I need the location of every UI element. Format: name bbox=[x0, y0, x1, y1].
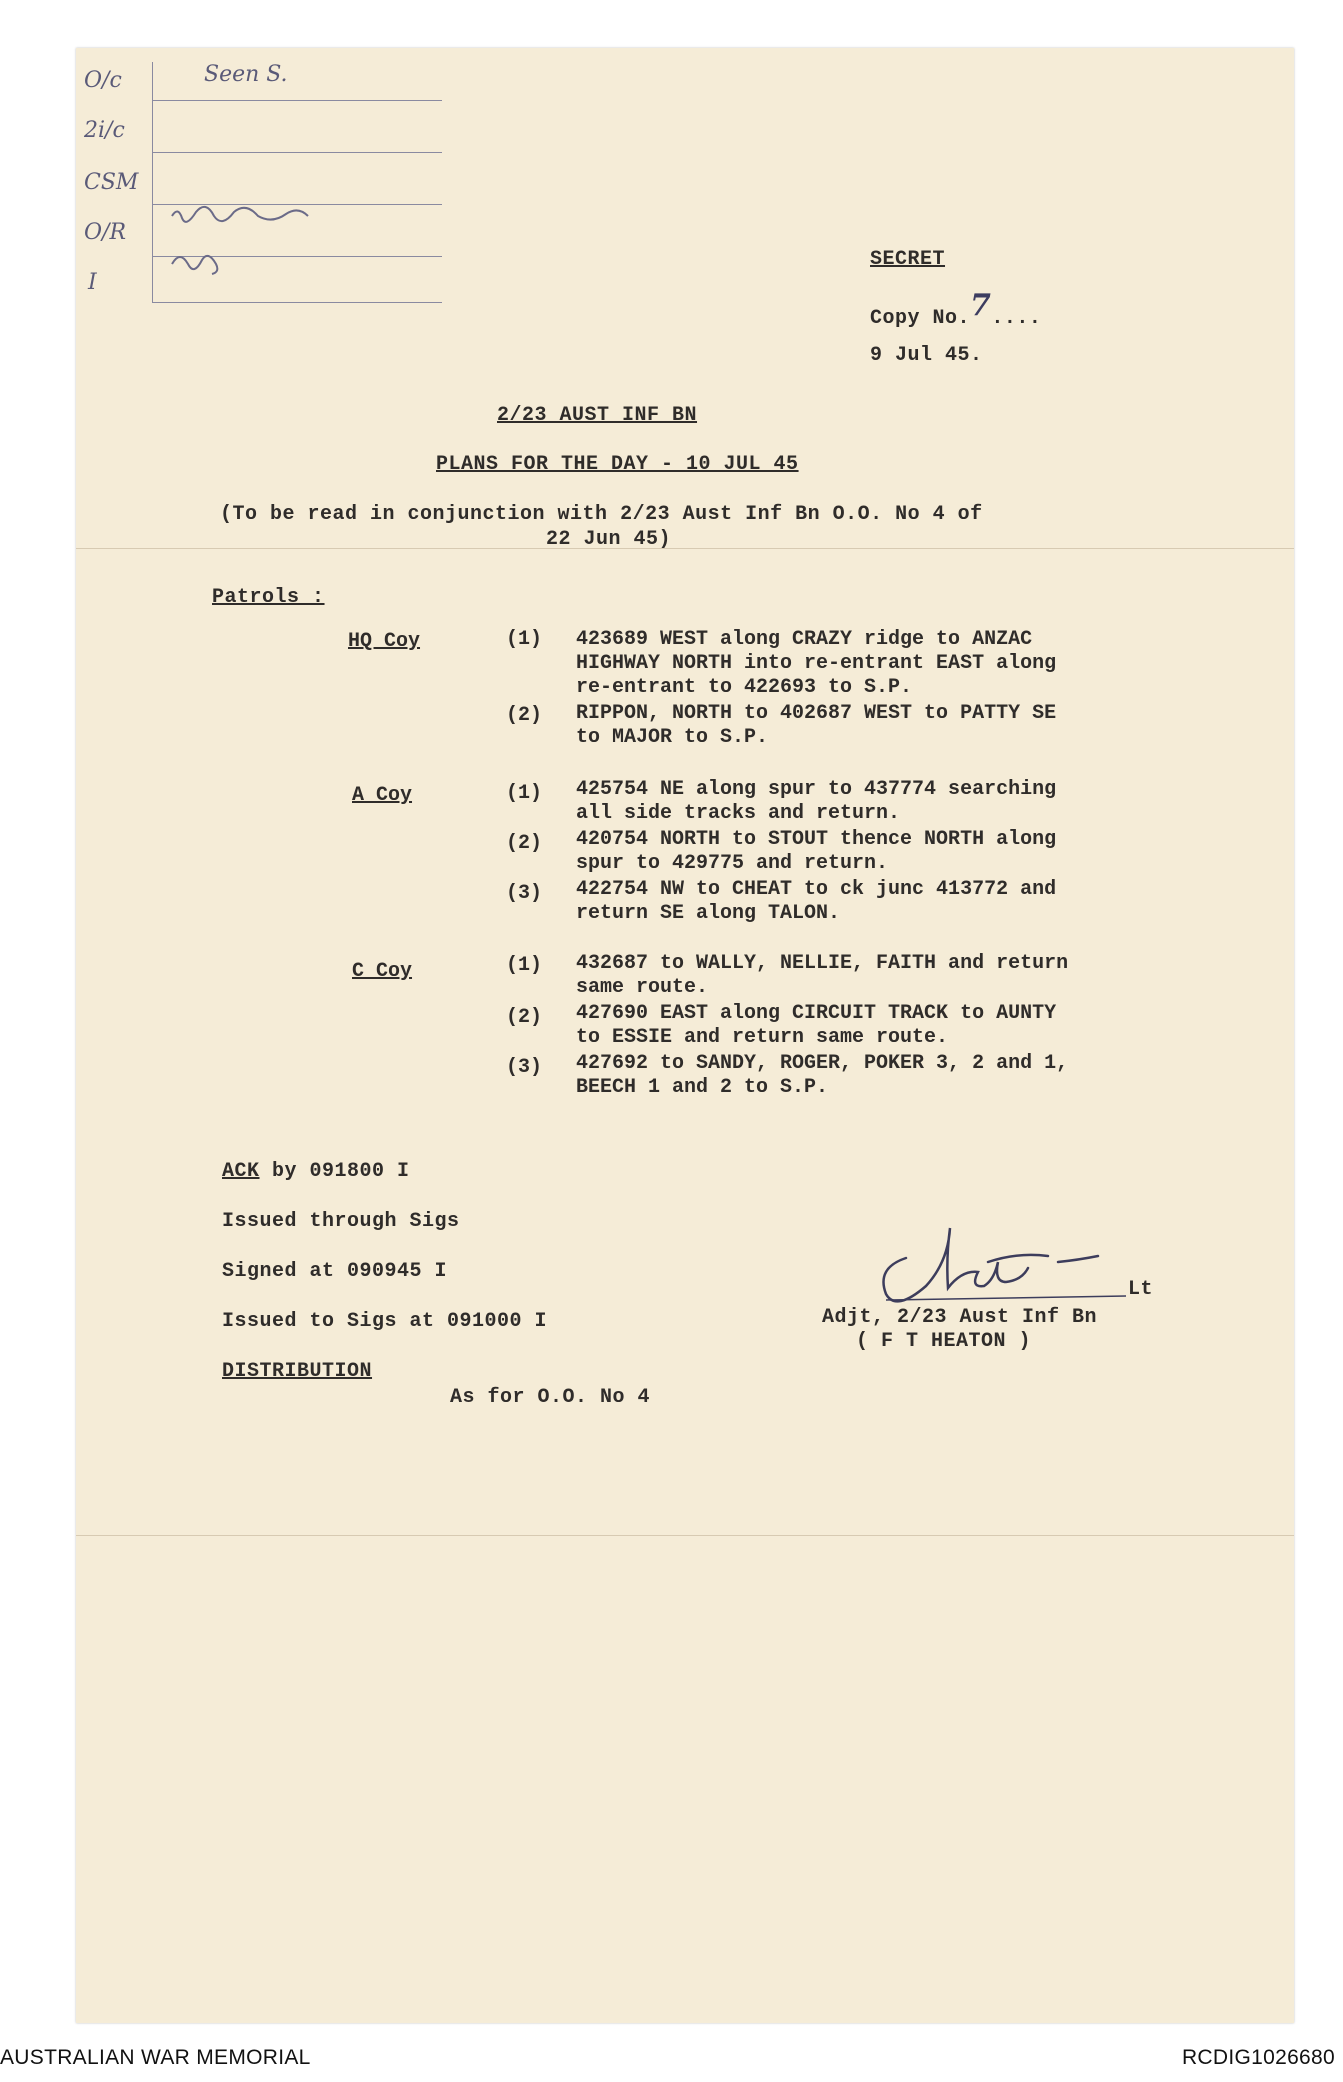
patrol-route-line: return SE along TALON. bbox=[576, 902, 841, 925]
signatory-name: ( F T HEATON ) bbox=[856, 1330, 1032, 1353]
copy-prefix: Copy No. bbox=[870, 307, 971, 330]
reference-note-line2: 22 Jun 45) bbox=[546, 528, 672, 551]
patrol-number: (3) bbox=[506, 882, 543, 905]
ack-label: ACK bbox=[222, 1160, 260, 1183]
patrol-route-line: same route. bbox=[576, 976, 709, 999]
patrol-route-line: HIGHWAY NORTH into re-entrant EAST along bbox=[576, 652, 1057, 675]
distribution-label: DISTRIBUTION bbox=[222, 1360, 373, 1383]
footer-source-label: AUSTRALIAN WAR MEMORIAL bbox=[0, 2046, 311, 2069]
company-name: A Coy bbox=[352, 784, 413, 807]
patrol-route-line: spur to 429775 and return. bbox=[576, 852, 889, 875]
patrol-route-line: RIPPON, NORTH to 402687 WEST to PATTY SE bbox=[576, 702, 1057, 725]
routing-grid bbox=[76, 48, 446, 298]
patrol-route-line: 422754 NW to CHEAT to ck junc 413772 and bbox=[576, 878, 1057, 901]
routing-label: I bbox=[88, 270, 97, 295]
footer-record-id: RCDIG1026680 bbox=[1181, 2046, 1335, 2069]
routing-label: O/R bbox=[84, 220, 127, 245]
patrol-route-line: 427692 to SANDY, ROGER, POKER 3, 2 and 1, bbox=[576, 1052, 1069, 1075]
patrol-route-line: all side tracks and return. bbox=[576, 802, 901, 825]
patrol-route-line: 423689 WEST along CRAZY ridge to ANZAC bbox=[576, 628, 1033, 651]
fold-crease-lower bbox=[76, 1535, 1294, 1536]
patrol-route-line: to MAJOR to S.P. bbox=[576, 726, 769, 749]
copy-number bbox=[870, 288, 1042, 331]
document-page bbox=[76, 48, 1294, 2023]
patrol-number: (1) bbox=[506, 782, 543, 805]
patrol-route-line: re-entrant to 422693 to S.P. bbox=[576, 676, 913, 699]
patrol-route-line: BEECH 1 and 2 to S.P. bbox=[576, 1076, 829, 1099]
patrol-route-line: 427690 EAST along CIRCUIT TRACK to AUNTY bbox=[576, 1002, 1057, 1025]
copy-suffix: .... bbox=[991, 307, 1042, 330]
patrol-number: (1) bbox=[506, 628, 543, 651]
company-name: HQ Coy bbox=[348, 630, 421, 653]
ack-line bbox=[222, 1160, 410, 1183]
signed-at-line: Signed at 090945 I bbox=[222, 1260, 448, 1283]
routing-initials: Seen S. bbox=[204, 62, 288, 87]
patrol-number: (2) bbox=[506, 704, 543, 727]
routing-label: CSM bbox=[84, 170, 139, 195]
patrol-route-line: 425754 NE along spur to 437774 searching bbox=[576, 778, 1057, 801]
issued-through-line: Issued through Sigs bbox=[222, 1210, 460, 1233]
plan-title: PLANS FOR THE DAY - 10 JUL 45 bbox=[436, 453, 799, 476]
unit-title: 2/23 AUST INF BN bbox=[497, 404, 698, 427]
routing-label: 2i/c bbox=[84, 118, 125, 143]
ack-value: by 091800 I bbox=[272, 1160, 410, 1183]
patrol-number: (3) bbox=[506, 1056, 543, 1079]
patrol-number: (2) bbox=[506, 1006, 543, 1029]
patrols-heading: Patrols : bbox=[212, 586, 325, 609]
patrol-route-line: 432687 to WALLY, NELLIE, FAITH and return bbox=[576, 952, 1069, 975]
patrol-number: (2) bbox=[506, 832, 543, 855]
company-name: C Coy bbox=[352, 960, 413, 983]
document-date: 9 Jul 45. bbox=[870, 344, 983, 367]
distribution-value: As for O.O. No 4 bbox=[450, 1386, 651, 1409]
reference-note-line1: (To be read in conjunction with 2/23 Aust Inf Bn O.O. No 4 of bbox=[220, 503, 983, 526]
routing-initials-scribbles bbox=[76, 48, 446, 308]
patrol-route-line: 420754 NORTH to STOUT thence NORTH along bbox=[576, 828, 1057, 851]
copy-number-handwritten: 7 bbox=[970, 288, 992, 323]
fold-crease-upper bbox=[76, 548, 1294, 549]
routing-label: O/c bbox=[84, 68, 122, 93]
patrol-route-line: to ESSIE and return same route. bbox=[576, 1026, 949, 1049]
signatory-appointment: Adjt, 2/23 Aust Inf Bn bbox=[822, 1306, 1098, 1329]
issued-to-sigs-line: Issued to Sigs at 091000 I bbox=[222, 1310, 548, 1333]
signatory-rank: Lt bbox=[1128, 1278, 1154, 1301]
patrol-number: (1) bbox=[506, 954, 543, 977]
classification-label: SECRET bbox=[870, 248, 946, 271]
